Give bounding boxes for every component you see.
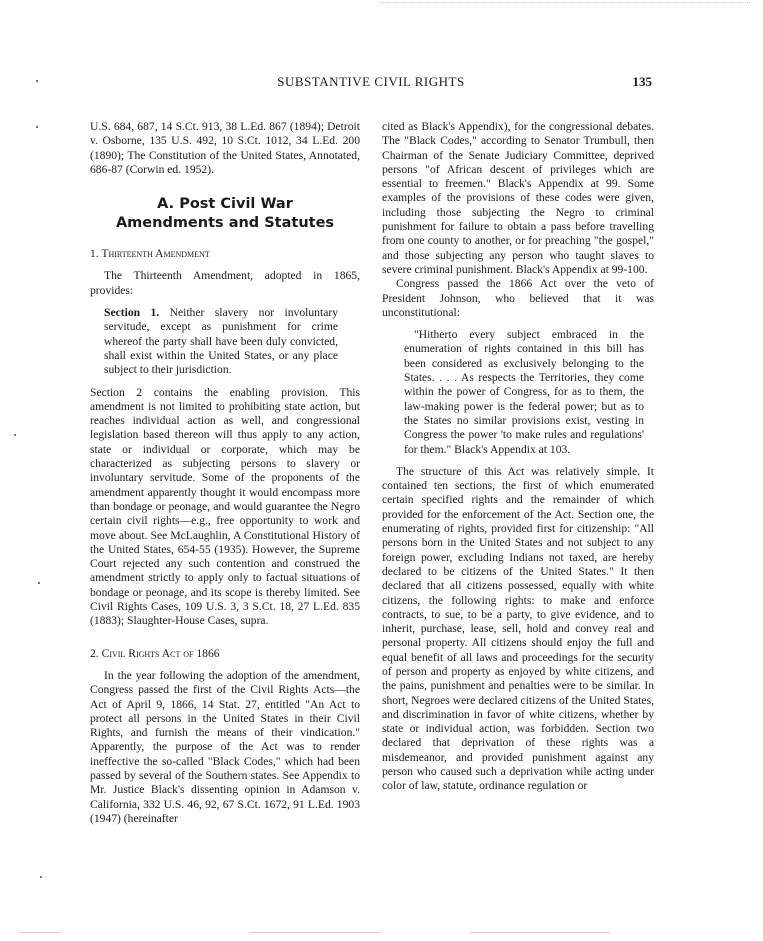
page-number: 135 — [632, 74, 652, 89]
subheading-thirteenth-amendment: 1. Thirteenth Amendment — [90, 247, 210, 261]
section-heading-line2: Amendments and Statutes — [115, 215, 335, 232]
scan-speck — [40, 876, 42, 878]
bottom-scan-mark-3 — [470, 932, 610, 933]
running-head: SUBSTANTIVE CIVIL RIGHTS — [277, 74, 465, 89]
veto-paragraph: Congress passed the 1866 Act over the veto of President Johnson, who believed that it was unconstitutional: — [382, 277, 654, 319]
left-column — [90, 120, 360, 826]
right-column — [382, 120, 654, 794]
section-1-text: Neither slavery nor involuntary servitude, except as punishment for crime whereof the party shall have been duly convicted, shall exist within the United States, or any place subject to their jurisdiction. — [104, 306, 338, 377]
scan-speck — [36, 126, 38, 128]
section-2-paragraph: Section 2 contains the enabling provision. This amendment is not limited to prohibiting state action, but reaches individual action as well, and congressional legislation based thereon will thus apply to any action, state or individual or corporate, which may be characterized as subjecting persons to slavery or involuntary servitude. Some of the proponents of the amendment apparently thought it would encompass more than bondage or peonage, and would guarantee the Negro certain civil rights—e.g., free opportunity to work and move about. See McLaughlin, A Constitutional History of the United States, 654-55 (1935). However, the Supreme Court rejected any such contention and construed the amendment strictly to apply only to factual situations of bondage or peonage, and its scope is thereby limited. See Civil Rights Cases, 109 U.S. 3, 3 S.Ct. 18, 27 L.Ed. 835 (1883); Slaughter-House Cases, supra. — [90, 385, 360, 628]
scan-speck — [36, 80, 38, 82]
scan-speck — [38, 582, 40, 584]
section-1-label: Section 1. — [104, 306, 160, 320]
page-header — [90, 74, 652, 94]
civil-rights-act-1866-paragraph: In the year following the adoption of the amendment, Congress passed the first of the Civil Rights Acts—the Act of April 9, 1866, 14 Stat. 27, entitled "An Act to protect all persons in the United States in their Civil Rights, and furnish the means of their vindication." Apparently, the purpose of the Act was to render ineffective the so-called "Black Codes," which had been passed by several of the Southern states. See Appendix to Mr. Justice Black's dissenting opinion in Adamson v. California, 332 U.S. 46, 92, 67 S.Ct. 1672, 91 L.Ed. 1903 (1947) (hereinafter — [90, 668, 360, 825]
section-heading — [90, 195, 360, 233]
act-structure-paragraph: The structure of this Act was relatively simple. It contained ten sections, the first of which enumerated certain specified rights and the remainder of which provided for the enforcement of the Act. Section one, the enumerating of rights, provided first for citizenship: "All persons born in the United States and not subject to any foreign power, excluding Indians not taxed, are hereby declared to be citizens of the United States." It then declared that all citizens possessed, equally with white citizens, the following rights: to make and enforce contracts, to sue, to be a party, to give evidence, and to inherit, purchase, lease, sell, hold and convey real and personal property. All citizens should enjoy the full and equal benefit of all laws and proceedings for the security of person and property as enjoyed by white citizens, and the pains, punishment and penalties were to be similar. In short, Negroes were declared citizens of the United States, and discrimination in favor of white citizens, whether by state or individual action, was forbidden. Section two declared that deprivation of these rights was a misdemeanor, and provided punishment against any person who caused such a deprivation while acting under color of law, statute, ordinance regulation or — [382, 464, 654, 793]
bottom-scan-mark-2 — [250, 932, 380, 933]
johnson-veto-quote: "Hitherto every subject embraced in the enumeration of rights contained in this bill has been considered as exclusively belonging to the States. . . . As respects the Territories, they come within the power of Congress, for as to them, the law-making power is the federal power; but as to the States no similar provisions exist, vesting in Congress the power 'to make rules and regulations' for them." Black's Appendix at 103. — [404, 328, 644, 456]
intro-citation-paragraph: U.S. 684, 687, 14 S.Ct. 913, 38 L.Ed. 867 (1894); Detroit v. Osborne, 135 U.S. 492, 10 S.Ct. 1012, 34 L.Ed. 200 (1890); The Constitution of the United States, Annotated, 686-87 (Corwin ed. 1952). — [90, 120, 360, 176]
bottom-scan-mark-1 — [20, 932, 60, 933]
subheading-civil-rights-act-1866: 2. Civil Rights Act of 1866 — [90, 646, 220, 660]
scan-speck — [14, 434, 16, 436]
section-heading-line1: A. Post Civil War — [157, 196, 293, 213]
black-codes-paragraph: cited as Black's Appendix), for the congressional debates. The "Black Codes," according to Senator Trumbull, then Chairman of the Senate Judiciary Committee, deprived persons "of African descent of privileges which are essential to freemen." Black's Appendix at 99. Some examples of the provisions of these codes were given, including those subjecting the Negro to criminal punishment for failure to obtain a pass before travelling from one county to another, or for preaching "the gospel," and those subjecting any person who taught slaves to severe criminal punishment. Black's Appendix at 99-100. — [382, 120, 654, 276]
thirteenth-amendment-paragraph: The Thirteenth Amendment, adopted in 1865, provides: — [90, 269, 360, 297]
section-1-quote — [104, 306, 360, 377]
top-dotted-rule — [380, 2, 750, 3]
